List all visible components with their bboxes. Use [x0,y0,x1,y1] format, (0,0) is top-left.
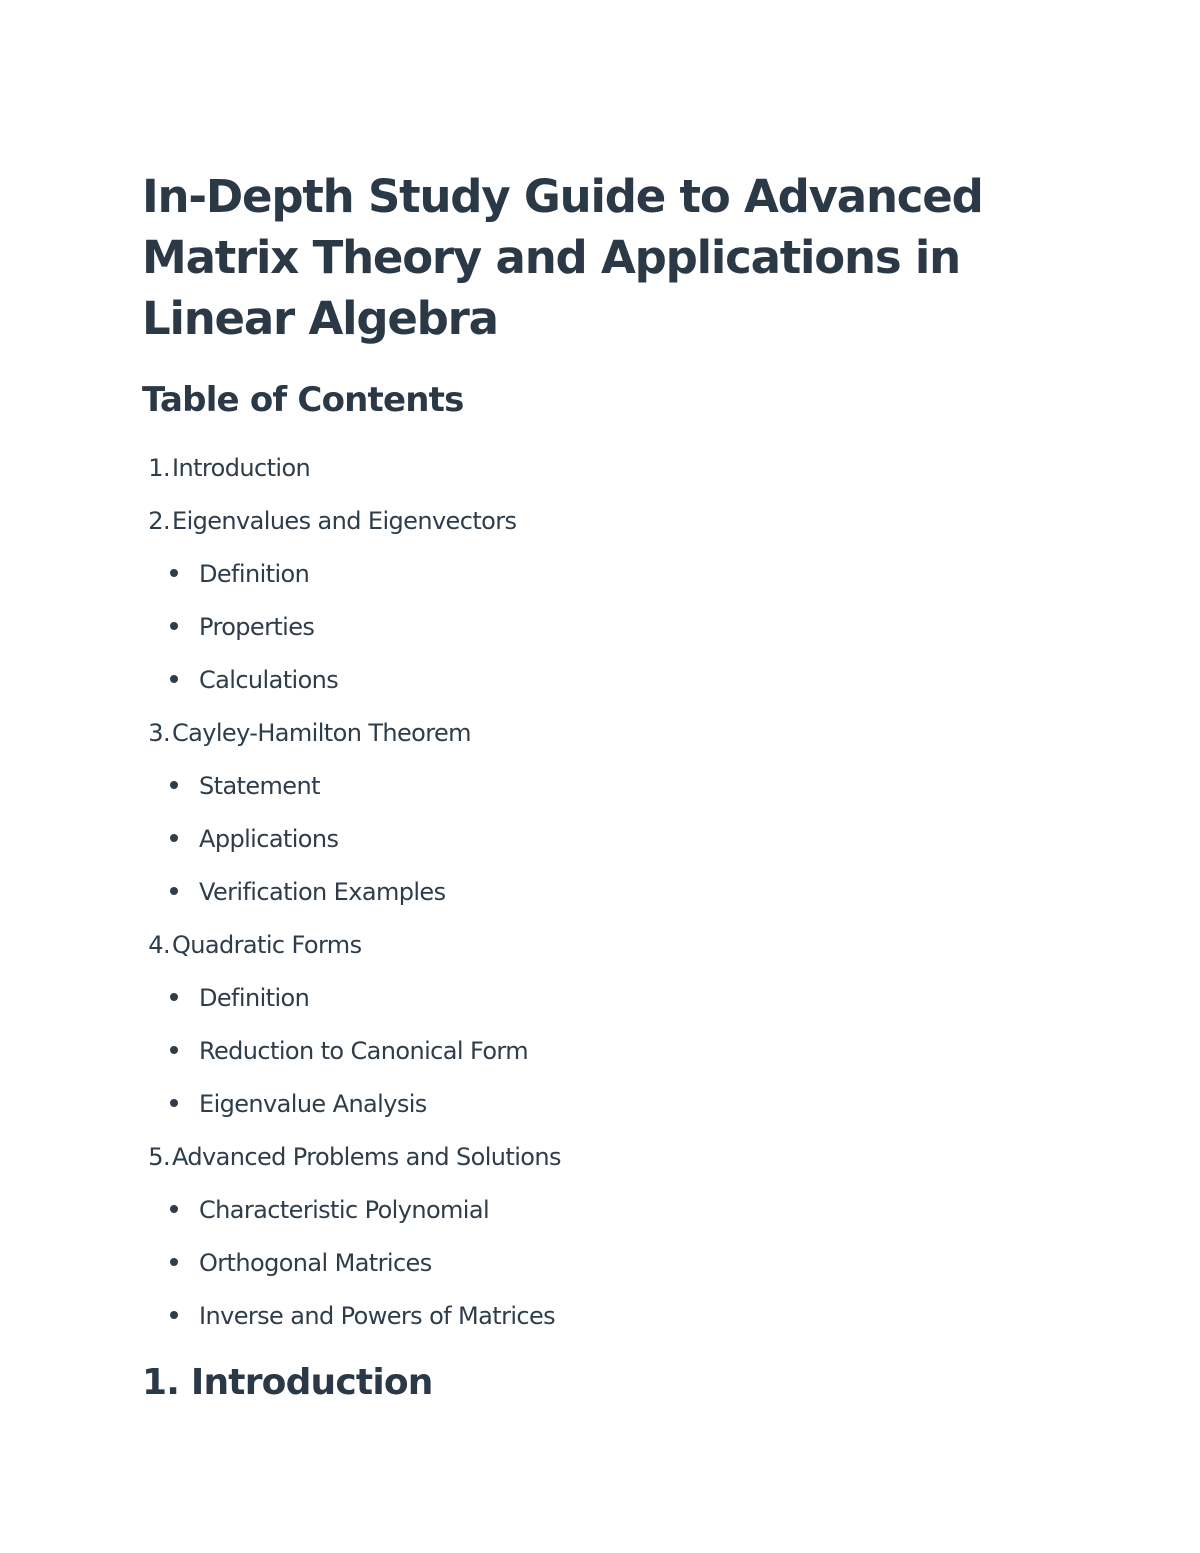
toc-item-number: 1. [148,454,170,482]
toc-subitem[interactable] [142,766,561,819]
toc-item-number: 4. [148,931,170,959]
toc-subitem[interactable] [142,1296,561,1349]
toc-item-label: Calculations [199,666,339,694]
toc-item-label: Statement [199,772,320,800]
toc-subitem[interactable] [142,660,561,713]
toc-item-label: Verification Examples [199,878,446,906]
toc-item-label: Definition [199,984,310,1012]
toc-item-label: Definition [199,560,310,588]
toc-subitem[interactable] [142,978,561,1031]
toc-item[interactable] [142,1137,561,1190]
toc-item[interactable] [142,501,561,554]
table-of-contents [142,448,561,1349]
toc-item-label: Properties [199,613,315,641]
toc-heading: Table of Contents [142,380,464,420]
toc-item-label: Cayley-Hamilton Theorem [172,719,471,747]
toc-item-label: Eigenvalue Analysis [199,1090,427,1118]
toc-item-number: 2. [148,507,170,535]
toc-subitem[interactable] [142,1190,561,1243]
bullet-icon [170,993,178,1001]
toc-item-label: Introduction [172,454,311,482]
toc-item-number: 3. [148,719,170,747]
toc-item-label: Inverse and Powers of Matrices [199,1302,556,1330]
bullet-icon [170,622,178,630]
bullet-icon [170,1205,178,1213]
toc-subitem[interactable] [142,819,561,872]
toc-item-label: Orthogonal Matrices [199,1249,432,1277]
toc-item[interactable] [142,713,561,766]
bullet-icon [170,569,178,577]
toc-item[interactable] [142,925,561,978]
toc-item-label: Characteristic Polynomial [199,1196,490,1224]
toc-item-number: 5. [148,1143,170,1171]
bullet-icon [170,887,178,895]
toc-item-label: Advanced Problems and Solutions [172,1143,561,1171]
toc-item[interactable] [142,448,561,501]
toc-item-label: Reduction to Canonical Form [199,1037,529,1065]
document-title: In-Depth Study Guide to Advanced Matrix Theory and Applications in Linear Algebra [142,170,983,345]
bullet-icon [170,1311,178,1319]
toc-item-label: Quadratic Forms [172,931,362,959]
toc-item-label: Applications [199,825,339,853]
bullet-icon [170,781,178,789]
toc-item-label: Eigenvalues and Eigenvectors [172,507,517,535]
bullet-icon [170,834,178,842]
section-heading-introduction: 1. Introduction [142,1362,433,1403]
bullet-icon [170,1046,178,1054]
toc-subitem[interactable] [142,872,561,925]
bullet-icon [170,675,178,683]
bullet-icon [170,1258,178,1266]
toc-subitem[interactable] [142,1243,561,1296]
toc-subitem[interactable] [142,1031,561,1084]
toc-subitem[interactable] [142,607,561,660]
toc-subitem[interactable] [142,1084,561,1137]
bullet-icon [170,1099,178,1107]
toc-subitem[interactable] [142,554,561,607]
